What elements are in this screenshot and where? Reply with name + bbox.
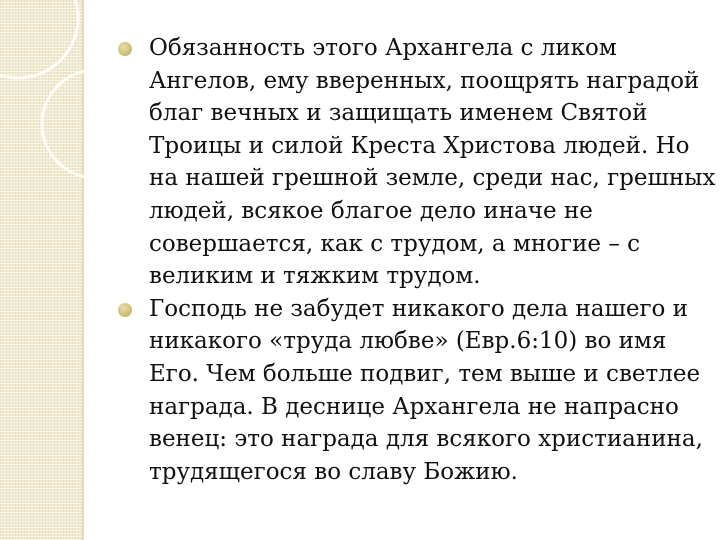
decorative-circle-large	[0, 0, 78, 78]
text-line: Его. Чем больше подвиг, тем выше и светлее	[149, 360, 701, 387]
text-line: никакого «труда любве» (Евр.6:10) во имя	[149, 328, 667, 355]
bullet-dot-icon	[118, 42, 132, 56]
text-line: совершается, как с трудом, а многие – с	[149, 230, 641, 257]
text-line: Ангелов, ему вверенных, поощрять наградой	[149, 67, 700, 94]
text-line: великим и тяжким трудом.	[149, 263, 481, 290]
bullet-item-2	[118, 293, 708, 489]
text-line: венец: это награда для всякого христианина,	[149, 426, 703, 453]
text-line: Обязанность этого Архангела с ликом	[149, 35, 617, 61]
text-line: трудящегося во славу Божию.	[149, 458, 518, 485]
text-line: людей, всякое благое дело иначе не	[149, 197, 593, 224]
bullet-item-1	[118, 32, 716, 293]
text-line: Господь не забудет никакого дела нашего и	[149, 295, 688, 322]
slide-content	[118, 32, 716, 488]
text-line: награда. В деснице Архангела не напрасно	[149, 393, 679, 420]
text-line: Троицы и силой Креста Христова людей. Но	[149, 132, 690, 159]
text-line: на нашей грешной земле, среди нас, грешных	[149, 165, 716, 192]
bullet-list	[118, 32, 716, 488]
text-line: благ вечных и защищать именем Святой	[149, 100, 648, 127]
bullet-dot-icon	[118, 303, 132, 317]
